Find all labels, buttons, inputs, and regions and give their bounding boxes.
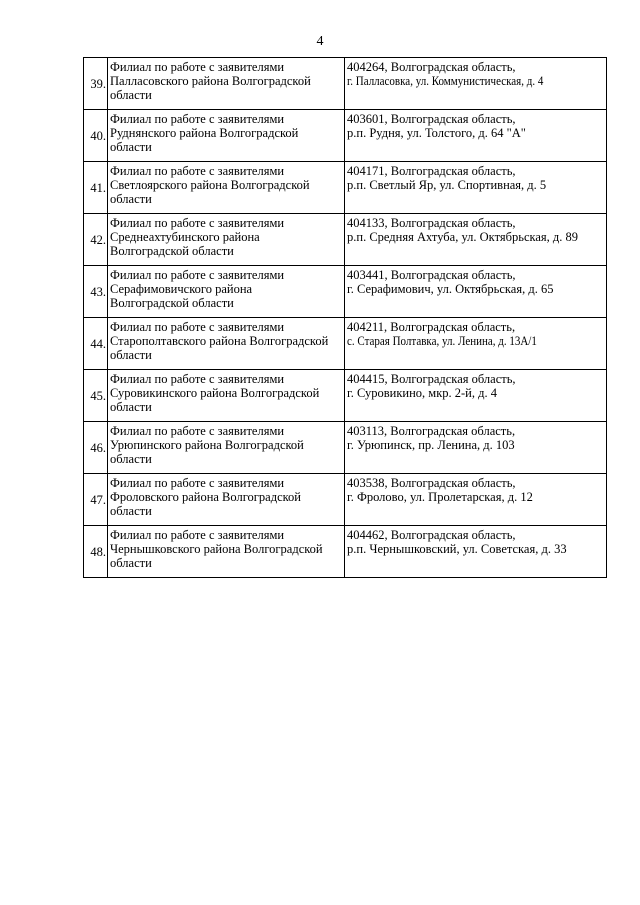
address-line-2: р.п. Средняя Ахтуба, ул. Октябрьская, д. 89 bbox=[347, 230, 579, 244]
branch-name-line: области bbox=[110, 88, 152, 102]
address-line-2-wrapper bbox=[347, 282, 604, 296]
branch-name-line: Фроловского района Волгоградской bbox=[110, 490, 301, 504]
address-line-1: 403441, Волгоградская область, bbox=[347, 268, 516, 282]
branch-name-line: Палласовского района Волгоградской bbox=[110, 74, 311, 88]
address-line-2-wrapper bbox=[347, 230, 604, 244]
branch-name-line: Волгоградской области bbox=[110, 296, 234, 310]
table-row bbox=[84, 422, 607, 474]
table-row bbox=[84, 370, 607, 422]
row-number: 45. bbox=[84, 370, 108, 422]
row-number: 41. bbox=[84, 162, 108, 214]
branch-name-line: Старополтавского района Волгоградской bbox=[110, 334, 329, 348]
address-line-1: 404462, Волгоградская область, bbox=[347, 528, 516, 542]
branch-name-line: области bbox=[110, 400, 152, 414]
branch-name-line: Урюпинского района Волгоградской bbox=[110, 438, 304, 452]
address-line-1: 404133, Волгоградская область, bbox=[347, 216, 516, 230]
row-number: 48. bbox=[84, 526, 108, 578]
branch-name-cell bbox=[108, 110, 345, 162]
address-line-2-wrapper bbox=[347, 74, 604, 88]
branch-name-line: Филиал по работе с заявителями bbox=[110, 164, 285, 178]
branch-address-cell bbox=[345, 526, 607, 578]
branch-address-cell bbox=[345, 474, 607, 526]
branch-address-cell bbox=[345, 214, 607, 266]
branch-address-cell bbox=[345, 266, 607, 318]
table-row bbox=[84, 110, 607, 162]
branch-name-cell bbox=[108, 370, 345, 422]
branch-address-cell bbox=[345, 162, 607, 214]
branch-name-line: Филиал по работе с заявителями bbox=[110, 372, 285, 386]
address-line-1: 404211, Волгоградская область, bbox=[347, 320, 516, 334]
address-line-2-wrapper bbox=[347, 178, 604, 192]
address-line-2-wrapper bbox=[347, 334, 604, 348]
address-line-2: г. Фролово, ул. Пролетарская, д. 12 bbox=[347, 490, 533, 504]
address-line-1: 403538, Волгоградская область, bbox=[347, 476, 516, 490]
address-line-2: г. Урюпинск, пр. Ленина, д. 103 bbox=[347, 438, 515, 452]
table-row bbox=[84, 266, 607, 318]
address-line-2-wrapper bbox=[347, 126, 604, 140]
address-line-2-wrapper bbox=[347, 490, 604, 504]
row-number: 46. bbox=[84, 422, 108, 474]
row-number: 42. bbox=[84, 214, 108, 266]
table-row bbox=[84, 474, 607, 526]
branch-name-cell bbox=[108, 266, 345, 318]
address-line-2: г. Суровикино, мкр. 2-й, д. 4 bbox=[347, 386, 497, 400]
address-line-2: г. Палласовка, ул. Коммунистическая, д. 4 bbox=[347, 74, 544, 88]
address-line-1: 403601, Волгоградская область, bbox=[347, 112, 516, 126]
branch-name-line: Филиал по работе с заявителями bbox=[110, 528, 285, 542]
table-row bbox=[84, 58, 607, 110]
address-line-1: 404415, Волгоградская область, bbox=[347, 372, 516, 386]
branch-name-cell bbox=[108, 162, 345, 214]
address-line-2-wrapper bbox=[347, 542, 604, 556]
branch-name-line: Филиал по работе с заявителями bbox=[110, 268, 285, 282]
row-number: 47. bbox=[84, 474, 108, 526]
branch-name-line: Филиал по работе с заявителями bbox=[110, 216, 285, 230]
branch-name-line: Волгоградской области bbox=[110, 244, 234, 258]
branch-name-line: Суровикинского района Волгоградской bbox=[110, 386, 320, 400]
row-number: 43. bbox=[84, 266, 108, 318]
branch-name-line: Серафимовичского района bbox=[110, 282, 253, 296]
table-row bbox=[84, 162, 607, 214]
branch-name-cell bbox=[108, 526, 345, 578]
address-line-2: р.п. Чернышковский, ул. Советская, д. 33 bbox=[347, 542, 567, 556]
table-body bbox=[84, 58, 607, 578]
branch-name-line: Филиал по работе с заявителями bbox=[110, 60, 285, 74]
branch-name-line: области bbox=[110, 452, 152, 466]
branch-address-cell bbox=[345, 58, 607, 110]
branch-name-cell bbox=[108, 318, 345, 370]
branch-address-cell bbox=[345, 422, 607, 474]
row-number: 39. bbox=[84, 58, 108, 110]
address-line-1: 404171, Волгоградская область, bbox=[347, 164, 516, 178]
branch-name-cell bbox=[108, 422, 345, 474]
page-number: 4 bbox=[316, 34, 324, 49]
branch-name-line: области bbox=[110, 556, 152, 570]
table-row bbox=[84, 318, 607, 370]
branch-name-line: Филиал по работе с заявителями bbox=[110, 112, 285, 126]
address-line-1: 403113, Волгоградская область, bbox=[347, 424, 516, 438]
branch-name-line: области bbox=[110, 192, 152, 206]
address-line-2-wrapper bbox=[347, 438, 604, 452]
branch-name-line: Руднянского района Волгоградской bbox=[110, 126, 299, 140]
branch-name-line: Светлоярского района Волгоградской bbox=[110, 178, 310, 192]
address-line-2-wrapper bbox=[347, 386, 604, 400]
branch-name-line: Филиал по работе с заявителями bbox=[110, 424, 285, 438]
branch-name-cell bbox=[108, 474, 345, 526]
branch-name-line: области bbox=[110, 140, 152, 154]
branch-name-line: Чернышковского района Волгоградской bbox=[110, 542, 323, 556]
address-line-2: р.п. Рудня, ул. Толстого, д. 64 "А" bbox=[347, 126, 526, 140]
branch-name-cell bbox=[108, 58, 345, 110]
address-line-2: с. Старая Полтавка, ул. Ленина, д. 13А/1 bbox=[347, 334, 537, 348]
branch-address-cell bbox=[345, 110, 607, 162]
branch-name-line: Филиал по работе с заявителями bbox=[110, 320, 285, 334]
branch-name-line: Среднеахтубинского района bbox=[110, 230, 260, 244]
table-row bbox=[84, 526, 607, 578]
address-line-2: г. Серафимович, ул. Октябрьская, д. 65 bbox=[347, 282, 554, 296]
row-number: 40. bbox=[84, 110, 108, 162]
branches-table bbox=[83, 57, 607, 578]
branch-name-line: области bbox=[110, 348, 152, 362]
branch-name-cell bbox=[108, 214, 345, 266]
address-line-2: р.п. Светлый Яр, ул. Спортивная, д. 5 bbox=[347, 178, 547, 192]
branch-name-line: области bbox=[110, 504, 152, 518]
table-row bbox=[84, 214, 607, 266]
branch-address-cell bbox=[345, 318, 607, 370]
address-line-1: 404264, Волгоградская область, bbox=[347, 60, 516, 74]
row-number: 44. bbox=[84, 318, 108, 370]
branch-name-line: Филиал по работе с заявителями bbox=[110, 476, 285, 490]
branch-address-cell bbox=[345, 370, 607, 422]
